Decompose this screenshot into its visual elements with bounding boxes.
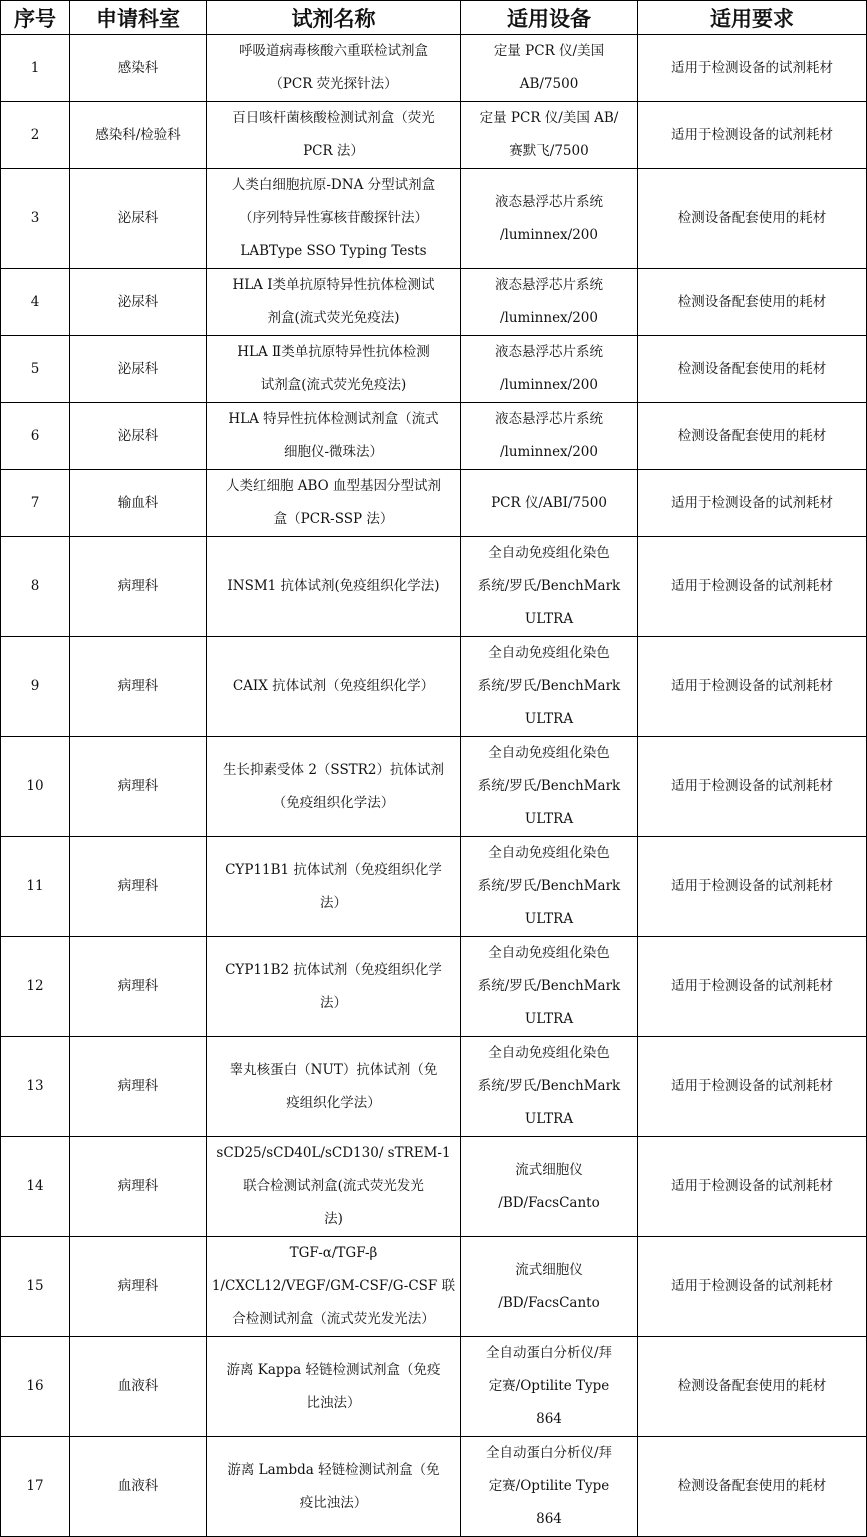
cell-department: 病理科 — [70, 837, 207, 937]
cell-requirement: 适用于检测设备的试剂耗材 — [638, 35, 867, 102]
cell-no: 9 — [1, 637, 70, 737]
cell-requirement: 适用于检测设备的试剂耗材 — [638, 1137, 867, 1237]
cell-department: 病理科 — [70, 1137, 207, 1237]
cell-reagent-name: 人类白细胞抗原-DNA 分型试剂盒 （序列特异性寡核苷酸探针法） LABType SSO Typing Tests — [207, 169, 461, 269]
cell-department: 血液科 — [70, 1337, 207, 1437]
cell-device: 全自动免疫组化染色 系统/罗氏/BenchMark ULTRA — [461, 737, 638, 837]
cell-requirement: 检测设备配套使用的耗材 — [638, 403, 867, 470]
cell-no: 17 — [1, 1437, 70, 1537]
cell-device: 全自动蛋白分析仪/拜 定赛/Optilite Type 864 — [461, 1337, 638, 1437]
cell-department: 病理科 — [70, 937, 207, 1037]
cell-no: 6 — [1, 403, 70, 470]
cell-requirement: 检测设备配套使用的耗材 — [638, 169, 867, 269]
cell-department: 血液科 — [70, 1437, 207, 1537]
cell-reagent-name: 百日咳杆菌核酸检测试剂盒（荧光 PCR 法） — [207, 102, 461, 169]
table-row — [1, 837, 867, 937]
header-reagent-name: 试剂名称 — [207, 1, 461, 35]
cell-no: 16 — [1, 1337, 70, 1437]
table-row — [1, 1437, 867, 1537]
cell-no: 10 — [1, 737, 70, 837]
cell-reagent-name: CYP11B2 抗体试剂（免疫组织化学 法） — [207, 937, 461, 1037]
cell-reagent-name: 人类红细胞 ABO 血型基因分型试剂 盒（PCR-SSP 法） — [207, 470, 461, 537]
cell-device: 全自动蛋白分析仪/拜 定赛/Optilite Type 864 — [461, 1437, 638, 1537]
cell-reagent-name: HLA Ⅱ类单抗原特异性抗体检测 试剂盒(流式荧光免疫法) — [207, 336, 461, 403]
cell-department: 感染科 — [70, 35, 207, 102]
cell-reagent-name: CYP11B1 抗体试剂（免疫组织化学 法） — [207, 837, 461, 937]
cell-department: 泌尿科 — [70, 336, 207, 403]
cell-requirement: 检测设备配套使用的耗材 — [638, 269, 867, 336]
cell-reagent-name: 呼吸道病毒核酸六重联检试剂盒 （PCR 荧光探针法） — [207, 35, 461, 102]
cell-no: 5 — [1, 336, 70, 403]
cell-requirement: 适用于检测设备的试剂耗材 — [638, 102, 867, 169]
cell-requirement: 适用于检测设备的试剂耗材 — [638, 1237, 867, 1337]
cell-department: 感染科/检验科 — [70, 102, 207, 169]
cell-no: 11 — [1, 837, 70, 937]
cell-no: 7 — [1, 470, 70, 537]
cell-no: 4 — [1, 269, 70, 336]
table-row — [1, 403, 867, 470]
cell-device: 流式细胞仪 /BD/FacsCanto — [461, 1137, 638, 1237]
cell-no: 15 — [1, 1237, 70, 1337]
cell-department: 病理科 — [70, 537, 207, 637]
cell-device: 液态悬浮芯片系统 /luminnex/200 — [461, 269, 638, 336]
cell-device: 全自动免疫组化染色 系统/罗氏/BenchMark ULTRA — [461, 637, 638, 737]
cell-no: 13 — [1, 1037, 70, 1137]
cell-department: 泌尿科 — [70, 403, 207, 470]
cell-reagent-name: HLA Ⅰ类单抗原特异性抗体检测试 剂盒(流式荧光免疫法) — [207, 269, 461, 336]
cell-device: 液态悬浮芯片系统 /luminnex/200 — [461, 169, 638, 269]
table-row — [1, 336, 867, 403]
table-row — [1, 470, 867, 537]
cell-device: 流式细胞仪 /BD/FacsCanto — [461, 1237, 638, 1337]
table-row — [1, 35, 867, 102]
cell-requirement: 检测设备配套使用的耗材 — [638, 1437, 867, 1537]
table-row — [1, 269, 867, 336]
table-row — [1, 737, 867, 837]
header-device: 适用设备 — [461, 1, 638, 35]
cell-reagent-name: sCD25/sCD40L/sCD130/ sTREM-1 联合检测试剂盒(流式荧光发光 法) — [207, 1137, 461, 1237]
header-no: 序号 — [1, 1, 70, 35]
cell-department: 病理科 — [70, 737, 207, 837]
cell-requirement: 检测设备配套使用的耗材 — [638, 336, 867, 403]
cell-requirement: 适用于检测设备的试剂耗材 — [638, 737, 867, 837]
cell-department: 病理科 — [70, 1037, 207, 1137]
cell-requirement: 适用于检测设备的试剂耗材 — [638, 637, 867, 737]
cell-device: 全自动免疫组化染色 系统/罗氏/BenchMark ULTRA — [461, 537, 638, 637]
cell-no: 3 — [1, 169, 70, 269]
table-row — [1, 102, 867, 169]
cell-device: 全自动免疫组化染色 系统/罗氏/BenchMark ULTRA — [461, 837, 638, 937]
cell-reagent-name: HLA 特异性抗体检测试剂盒（流式 细胞仪-微珠法） — [207, 403, 461, 470]
header-requirement: 适用要求 — [638, 1, 867, 35]
header-row — [1, 1, 867, 35]
cell-reagent-name: TGF-α/TGF-β 1/CXCL12/VEGF/GM-CSF/G-CSF 联 合检测试剂盒（流式荧光发光法） — [207, 1237, 461, 1337]
cell-device: 定量 PCR 仪/美国 AB/7500 — [461, 35, 638, 102]
cell-department: 泌尿科 — [70, 269, 207, 336]
cell-no: 12 — [1, 937, 70, 1037]
cell-department: 输血科 — [70, 470, 207, 537]
table-row — [1, 1137, 867, 1237]
table-row — [1, 537, 867, 637]
cell-device: 定量 PCR 仪/美国 AB/ 赛默飞/7500 — [461, 102, 638, 169]
cell-department: 病理科 — [70, 637, 207, 737]
cell-reagent-name: 游离 Kappa 轻链检测试剂盒（免疫 比浊法） — [207, 1337, 461, 1437]
cell-requirement: 适用于检测设备的试剂耗材 — [638, 1037, 867, 1137]
cell-requirement: 检测设备配套使用的耗材 — [638, 1337, 867, 1437]
cell-no: 1 — [1, 35, 70, 102]
cell-requirement: 适用于检测设备的试剂耗材 — [638, 470, 867, 537]
cell-requirement: 适用于检测设备的试剂耗材 — [638, 937, 867, 1037]
cell-department: 病理科 — [70, 1237, 207, 1337]
cell-device: 全自动免疫组化染色 系统/罗氏/BenchMark ULTRA — [461, 937, 638, 1037]
table-header — [1, 1, 867, 35]
cell-reagent-name: INSM1 抗体试剂(免疫组织化学法) — [207, 537, 461, 637]
cell-device: 液态悬浮芯片系统 /luminnex/200 — [461, 403, 638, 470]
cell-device: 全自动免疫组化染色 系统/罗氏/BenchMark ULTRA — [461, 1037, 638, 1137]
cell-department: 泌尿科 — [70, 169, 207, 269]
cell-reagent-name: 游离 Lambda 轻链检测试剂盒（免 疫比浊法） — [207, 1437, 461, 1537]
cell-no: 8 — [1, 537, 70, 637]
table-row — [1, 1337, 867, 1437]
table-row — [1, 1037, 867, 1137]
table-row — [1, 1237, 867, 1337]
cell-requirement: 适用于检测设备的试剂耗材 — [638, 537, 867, 637]
cell-no: 14 — [1, 1137, 70, 1237]
cell-reagent-name: 生长抑素受体 2（SSTR2）抗体试剂 （免疫组织化学法） — [207, 737, 461, 837]
cell-device: PCR 仪/ABI/7500 — [461, 470, 638, 537]
cell-reagent-name: 睾丸核蛋白（NUT）抗体试剂（免 疫组织化学法） — [207, 1037, 461, 1137]
table-row — [1, 937, 867, 1037]
cell-reagent-name: CAIX 抗体试剂（免疫组织化学） — [207, 637, 461, 737]
table-body — [1, 35, 867, 1537]
table-row — [1, 169, 867, 269]
cell-no: 2 — [1, 102, 70, 169]
header-department: 申请科室 — [70, 1, 207, 35]
cell-requirement: 适用于检测设备的试剂耗材 — [638, 837, 867, 937]
table-row — [1, 637, 867, 737]
cell-device: 液态悬浮芯片系统 /luminnex/200 — [461, 336, 638, 403]
